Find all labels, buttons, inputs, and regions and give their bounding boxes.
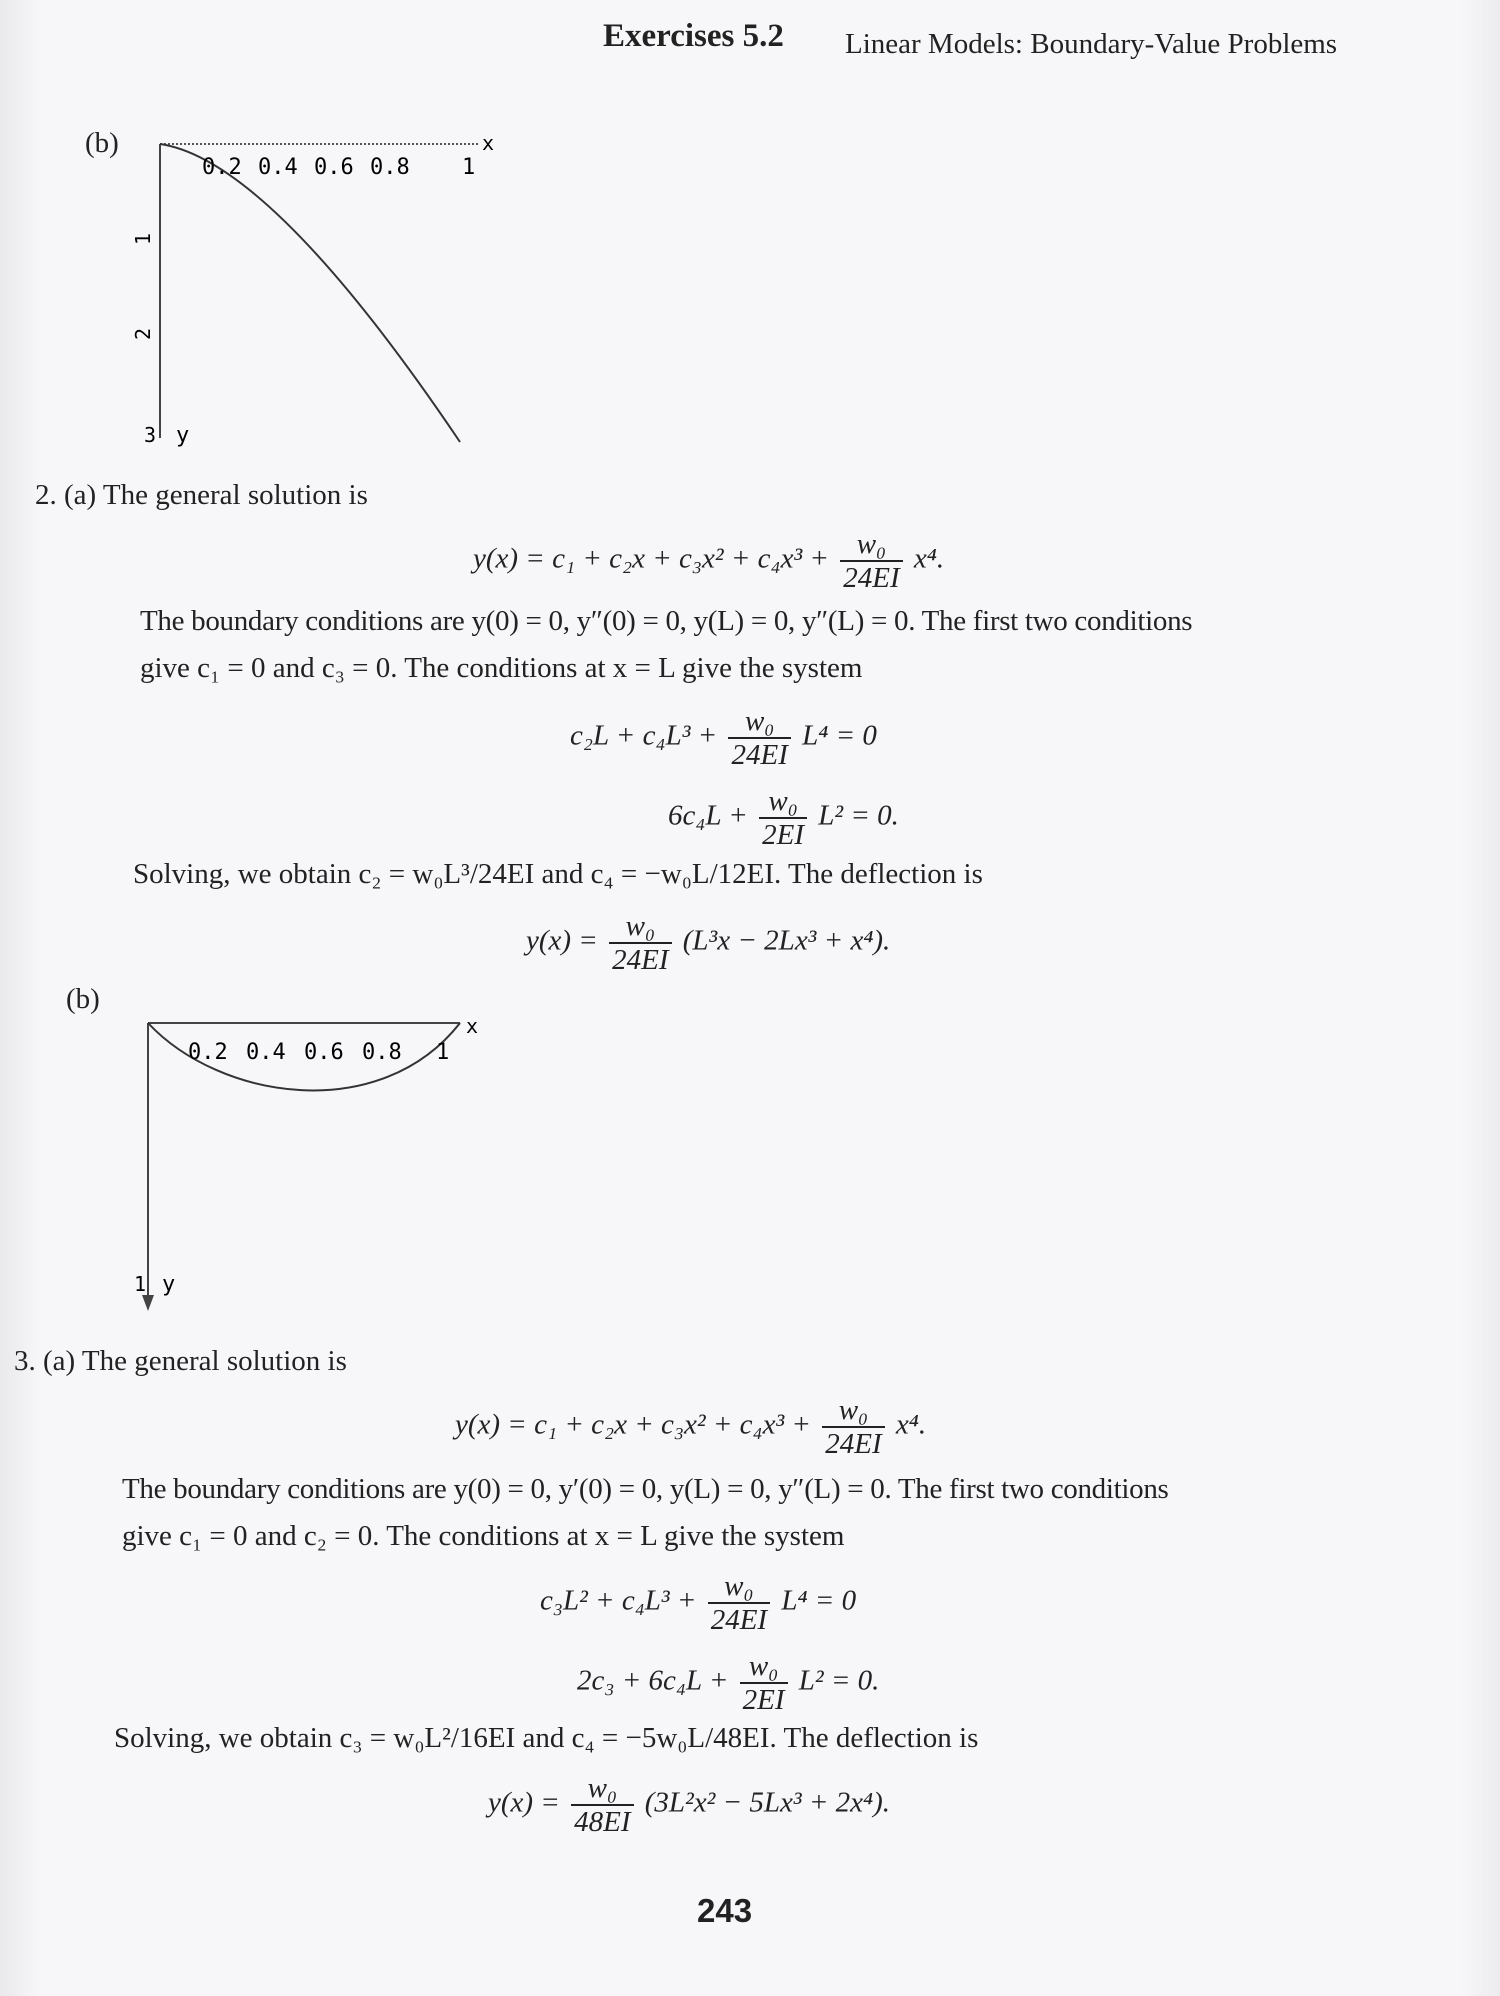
p2-sys1-den: 24EI (731, 739, 788, 771)
p2-sys1-num: w₀ (728, 705, 790, 739)
plot1-xtick: 0.2 (202, 155, 242, 180)
p3-system-eq1 (540, 1570, 856, 1636)
p2-defl-den: 24EI (612, 944, 669, 976)
plot1-xtick: 0.4 (258, 155, 298, 180)
p3-sys1-den: 24EI (710, 1604, 768, 1636)
p2-system-eq1 (570, 705, 877, 771)
p3-general-num: w₀ (822, 1394, 884, 1428)
page-number: 243 (697, 1892, 753, 1929)
plot1-x-label: x (482, 131, 495, 155)
p2-general-num: w₀ (840, 528, 902, 562)
p2-intro: 2. (a) The general solution is (35, 479, 368, 511)
p2-general-tail: x⁴. (913, 542, 945, 575)
plot1-ytick: 1 (131, 232, 155, 245)
plot2-graph (130, 1005, 510, 1325)
p3-intro: 3. (a) The general solution is (14, 1345, 347, 1377)
p3-bc-line1: The boundary conditions are y(0) = 0, y′(0) = 0, y(L) = 0, y″(L) = 0. The first two conditions (122, 1473, 1169, 1505)
plot2-label: (b) (66, 983, 100, 1015)
plot1-ytick: 2 (131, 327, 155, 340)
p2-general-den: 24EI (843, 562, 900, 594)
p2-solve-line: Solving, we obtain c₂ = w₀L³/24EI and c₄ = −w₀L/12EI. The deflection is (133, 858, 983, 890)
p3-solve-line: Solving, we obtain c₃ = w₀L²/16EI and c₄ = −5w₀L/48EI. The deflection is (114, 1722, 979, 1754)
p2-deflection-eq (526, 910, 890, 976)
plot1-xtick: 0.8 (370, 155, 410, 180)
plot1-y-label: y (176, 423, 190, 448)
p2-general-eq (473, 528, 944, 594)
p2-defl-tail: (L³x − 2Lx³ + x⁴). (682, 924, 891, 957)
p3-deflection-eq (488, 1772, 890, 1838)
p3-sys2-lhs: 2c₃ + 6c₄L + (577, 1664, 729, 1697)
p2-defl-lhs: y(x) = (526, 924, 598, 957)
p2-sys2-den: 2EI (762, 819, 805, 851)
p2-defl-num: w₀ (609, 910, 671, 944)
plot2-y-label: y (162, 1272, 176, 1297)
p2-sys1-tail: L⁴ = 0 (802, 719, 877, 752)
plot2-xtick: 0.8 (362, 1040, 402, 1065)
p3-sys2-tail: L² = 0. (798, 1664, 880, 1697)
p3-defl-tail: (3L²x² − 5Lx³ + 2x⁴). (644, 1786, 891, 1819)
p3-general-den: 24EI (825, 1428, 882, 1460)
p3-system-eq2 (577, 1650, 879, 1716)
plot2-xtick: 0.2 (188, 1040, 228, 1065)
plot1-xtick: 1 (462, 155, 476, 180)
p3-bc-line2: give c₁ = 0 and c₂ = 0. The conditions at x = L give the system (122, 1520, 845, 1552)
p3-sys2-den: 2EI (742, 1684, 785, 1716)
p3-general-tail: x⁴. (895, 1408, 927, 1441)
p2-system-eq2 (668, 785, 899, 851)
plot2-xtick: 1 (436, 1040, 450, 1065)
p2-sys2-num: w₀ (759, 785, 807, 819)
p3-general-eq (455, 1394, 926, 1460)
plot2-x-label: x (466, 1014, 479, 1038)
p2-sys2-tail: L² = 0. (818, 799, 899, 832)
p3-sys1-lhs: c₃L² + c₄L³ + (540, 1584, 697, 1617)
chapter-title: Linear Models: Boundary-Value Problems (845, 28, 1338, 60)
p3-defl-num: w₀ (571, 1772, 633, 1806)
plot2-y-arrow (142, 1295, 154, 1311)
section-title: Exercises 5.2 (603, 18, 784, 54)
plot1-ytick: 3 (144, 423, 157, 447)
p3-sys2-num: w₀ (740, 1650, 788, 1684)
p2-sys1-lhs: c₂L + c₄L³ + (570, 719, 718, 752)
plot1-label: (b) (85, 127, 119, 159)
p2-bc-line1: The boundary conditions are y(0) = 0, y″(0) = 0, y(L) = 0, y″(L) = 0. The first two conditions (140, 605, 1193, 637)
p3-defl-lhs: y(x) = (488, 1786, 560, 1819)
p3-sys1-tail: L⁴ = 0 (781, 1584, 857, 1617)
plot1-xtick: 0.6 (314, 155, 354, 180)
p3-defl-den: 48EI (574, 1806, 631, 1838)
p2-bc-line2: give c₁ = 0 and c₃ = 0. The conditions at x = L give the system (140, 652, 863, 684)
plot2-ytick: 1 (134, 1272, 147, 1296)
plot2-xtick: 0.6 (304, 1040, 344, 1065)
p3-sys1-num: w₀ (708, 1570, 770, 1604)
p2-general-lhs: y(x) = c₁ + c₂x + c₃x² + c₄x³ + (473, 542, 829, 575)
plot1-curve (160, 144, 460, 442)
plot1-graph (130, 130, 510, 460)
plot2-xtick: 0.4 (246, 1040, 286, 1065)
p3-general-lhs: y(x) = c₁ + c₂x + c₃x² + c₄x³ + (455, 1408, 811, 1441)
p2-sys2-lhs: 6c₄L + (668, 799, 748, 832)
